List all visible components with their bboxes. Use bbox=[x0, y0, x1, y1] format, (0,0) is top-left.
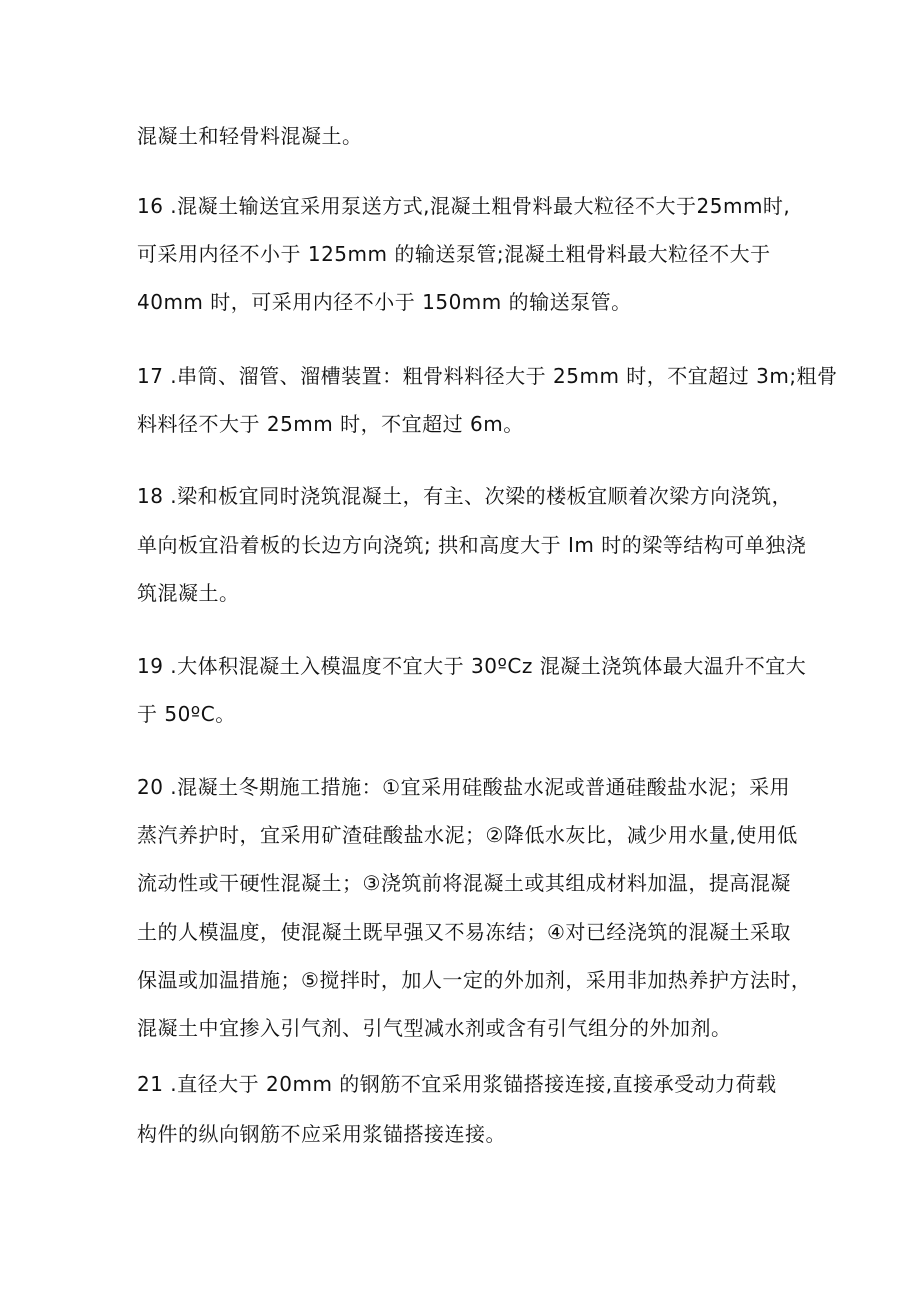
text-line: 16 .混凝土输送宜采用泵送方式,混凝土粗骨料最大粒径不大于25mm时, bbox=[137, 194, 791, 218]
text-line: 料料径不大于 25mm 时，不宜超过 6m。 bbox=[137, 412, 524, 436]
text-line: 可采用内径不小于 125mm 的输送泵管;混凝土粗骨料最大粒径不大于 bbox=[137, 242, 771, 266]
text-line: 流动性或干硬性混凝土；③浇筑前将混凝土或其组成材料加温，提高混凝 bbox=[137, 871, 791, 895]
text-line: 20 .混凝土冬期施工措施：①宜采用硅酸盐水泥或普通硅酸盐水泥；采用 bbox=[137, 775, 791, 799]
text-line: 混凝土中宜掺入引气剂、引气型减水剂或含有引气组分的外加剂。 bbox=[137, 1016, 732, 1040]
text-line: 筑混凝土。 bbox=[137, 581, 240, 605]
text-line: 于 50ºC。 bbox=[137, 702, 236, 726]
text-line: 保温或加温措施；⑤搅拌时，加人一定的外加剂，采用非加热养护方法时， bbox=[137, 968, 812, 992]
text-line: 21 .直径大于 20mm 的钢筋不宜采用浆锚搭接连接,直接承受动力荷载 bbox=[137, 1072, 777, 1096]
text-line: 40mm 时，可采用内径不小于 150mm 的输送泵管。 bbox=[137, 290, 632, 314]
text-line: 19 .大体积混凝土入模温度不宜大于 30ºCz 混凝土浇筑体最大温升不宜大 bbox=[137, 654, 807, 678]
text-line: 混凝土和轻骨料混凝土。 bbox=[137, 124, 363, 148]
text-line: 蒸汽养护时，宜采用矿渣硅酸盐水泥；②降低水灰比，减少用水量,使用低 bbox=[137, 823, 798, 847]
text-line: 构件的纵向钢筋不应采用浆锚搭接连接。 bbox=[137, 1122, 506, 1146]
text-line: 单向板宜沿着板的长边方向浇筑; 拱和高度大于 Im 时的梁等结构可单独浇 bbox=[137, 533, 807, 557]
text-line: 土的人模温度，使混凝土既早强又不易冻结；④对已经浇筑的混凝土采取 bbox=[137, 920, 791, 944]
text-line: 18 .梁和板宜同时浇筑混凝土，有主、次梁的楼板宜顺着次梁方向浇筑， bbox=[137, 484, 793, 508]
text-line: 17 .串筒、溜管、溜槽装置：粗骨料料径大于 25mm 时，不宜超过 3m;粗骨 bbox=[137, 364, 838, 388]
